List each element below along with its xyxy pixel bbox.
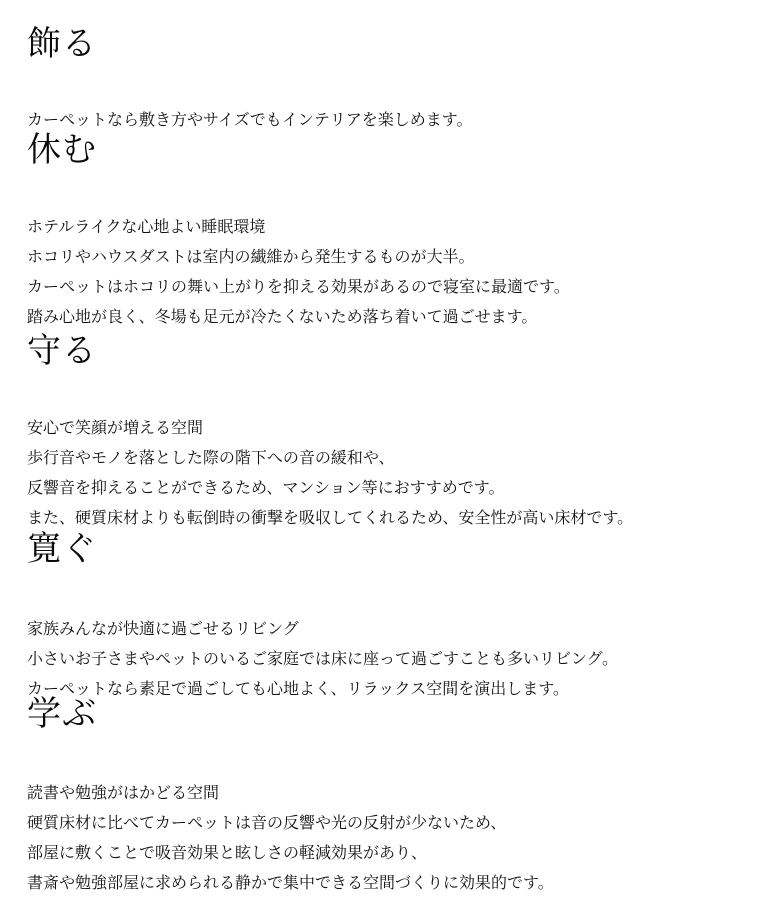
- text-line: カーペットはホコリの舞い上がりを抑える効果があるので寝室に最適です。: [27, 277, 570, 296]
- section-protect: [27, 331, 767, 533]
- section-rest: [27, 130, 767, 332]
- section-heading: 守る: [27, 331, 97, 371]
- section-heading: 休む: [27, 130, 97, 170]
- section-decorate: [27, 24, 767, 135]
- text-line: 家族みんなが快適に過ごせるリビング: [27, 619, 299, 638]
- section-text: [27, 212, 767, 332]
- text-line: 小さいお子さまやペットのいるご家庭では床に座って過ごすことも多いリビング。: [27, 649, 619, 668]
- text-line: 部屋に敷くことで吸音効果と眩しさの軽減効果があり、: [27, 843, 428, 862]
- section-text: [27, 778, 767, 898]
- text-line: 踏み心地が良く、冬場も足元が冷たくないため落ち着いて過ごせます。: [27, 307, 538, 326]
- section-text: [27, 413, 767, 533]
- text-line: ホテルライクな心地よい睡眠環境: [27, 217, 266, 236]
- section-heading: 学ぶ: [27, 694, 97, 734]
- text-line: 安心で笑顔が増える空間: [27, 418, 204, 437]
- text-line: ホコリやハウスダストは室内の繊維から発生するものが大半。: [27, 247, 475, 266]
- text-line: また、硬質床材よりも転倒時の衝撃を吸収してくれるため、安全性が高い床材です。: [27, 508, 634, 527]
- text-line: カーペットなら素足で過ごしても心地よく、リラックス空間を演出します。: [27, 679, 569, 698]
- section-learn: [27, 694, 767, 898]
- section-relax: [27, 529, 767, 704]
- section-text: [27, 614, 767, 704]
- text-line: カーペットなら敷き方やサイズでもインテリアを楽しめます。: [27, 110, 473, 129]
- text-line: 書斎や勉強部屋に求められる静かで集中できる空間づくりに効果的です。: [27, 873, 554, 892]
- text-line: 歩行音やモノを落とした際の階下への音の緩和や、: [27, 448, 395, 467]
- section-heading: 飾る: [27, 24, 97, 64]
- text-line: 反響音を抑えることができるため、マンション等におすすめです。: [27, 478, 505, 497]
- text-line: 読書や勉強がはかどる空間: [27, 783, 220, 802]
- text-line: 硬質床材に比べてカーペットは音の反響や光の反射が少ないため、: [27, 813, 507, 832]
- section-heading: 寛ぐ: [27, 529, 97, 569]
